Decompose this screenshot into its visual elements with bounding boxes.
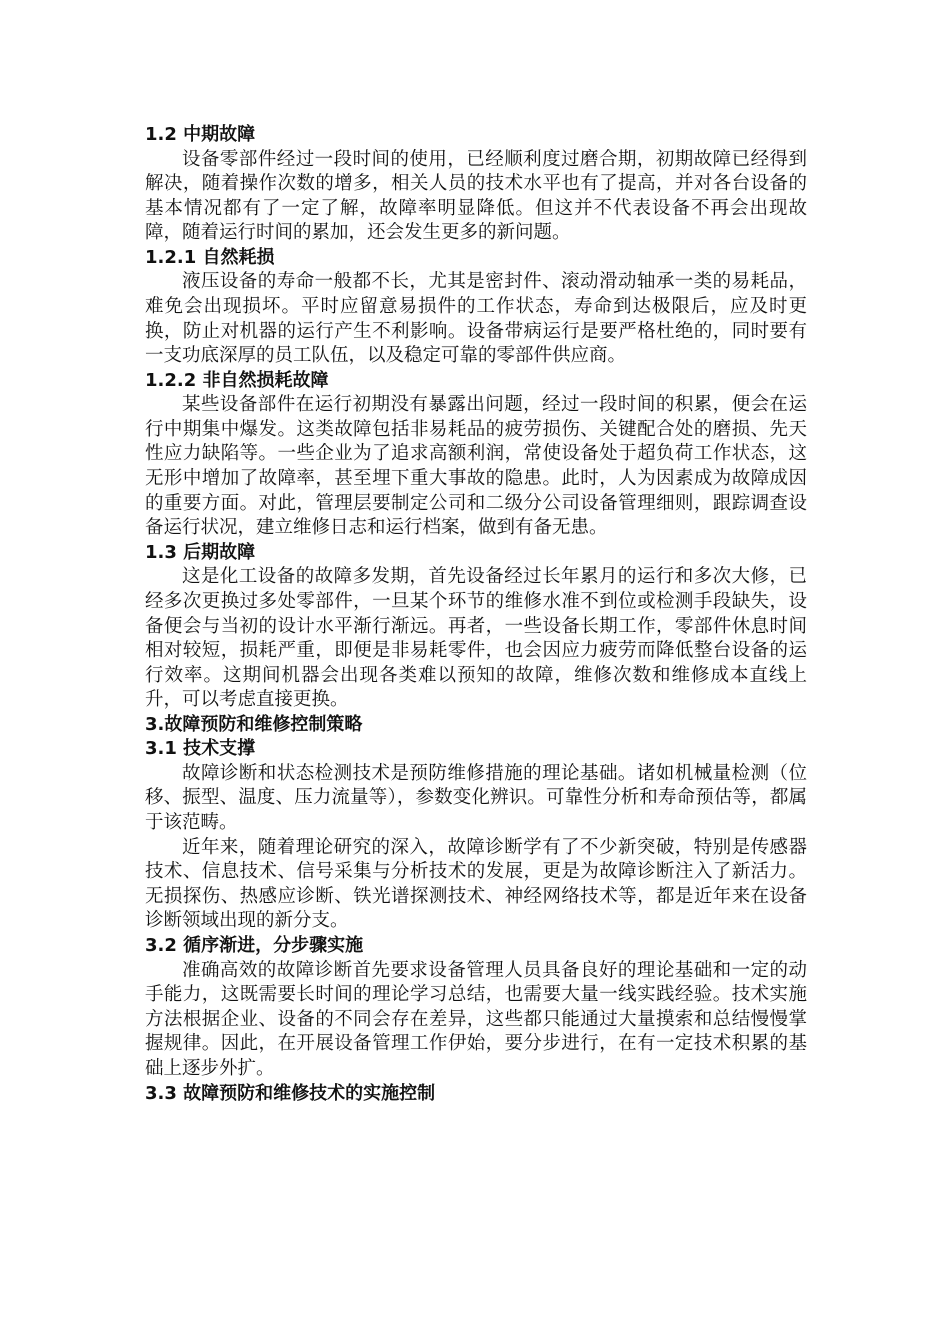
section-heading-1-2-1: 1.2.1 自然耗损: [145, 246, 275, 268]
paragraph: 故障诊断和状态检测技术是预防维修措施的理论基础。诸如机械量检测（位移、振型、温度、压力流量等），参数变化辨识。可靠性分析和寿命预估等，都属于该范畴。: [145, 762, 807, 834]
section-heading-3: 3.故障预防和维修控制策略: [145, 713, 363, 735]
section-heading-3-3: 3.3 故障预防和维修技术的实施控制: [145, 1082, 436, 1104]
section-heading-3-1: 3.1 技术支撑: [145, 738, 256, 760]
section-heading-3-2: 3.2 循序渐进，分步骤实施: [145, 935, 364, 957]
paragraph: 设备零部件经过一段时间的使用，已经顺利度过磨合期，初期故障已经得到解决，随着操作次数的增多，相关人员的技术水平也有了提高，并对各台设备的基本情况都有了一定了解，故障率明显降低。但这并不代表设备不再会出现故障，随着运行时间的累加，还会发生更多的新问题。: [145, 148, 807, 244]
section-heading-1-3: 1.3 后期故障: [145, 541, 256, 563]
paragraph: 某些设备部件在运行初期没有暴露出问题，经过一段时间的积累，便会在运行中期集中爆发。这类故障包括非易耗品的疲劳损伤、关键配合处的磨损、先天性应力缺陷等。一些企业为了追求高额利润，常使设备处于超负荷工作状态，这无形中增加了故障率，甚至埋下重大事故的隐患。此时，人为因素成为故障成因的重要方面。对此，管理层要制定公司和二级分公司设备管理细则，跟踪调查设备运行状况，建立维修日志和运行档案，做到有备无患。: [145, 394, 807, 539]
document-page: [145, 123, 807, 1106]
paragraph: 准确高效的故障诊断首先要求设备管理人员具备良好的理论基础和一定的动手能力，这既需要长时间的理论学习总结，也需要大量一线实践经验。技术实施方法根据企业、设备的不同会存在差异，这些都只能通过大量摸索和总结慢慢掌握规律。因此，在开展设备管理工作伊始，要分步进行，在有一定技术积累的基础上逐步外扩。: [145, 959, 807, 1079]
section-heading-1-2-2: 1.2.2 非自然损耗故障: [145, 369, 329, 391]
paragraph: 液压设备的寿命一般都不长，尤其是密封件、滚动滑动轴承一类的易耗品，难免会出现损坏。平时应留意易损件的工作状态，寿命到达极限后，应及时更换，防止对机器的运行产生不利影响。设备带病运行是要严格杜绝的，同时要有一支功底深厚的员工队伍，以及稳定可靠的零部件供应商。: [145, 271, 807, 367]
paragraph: 这是化工设备的故障多发期，首先设备经过长年累月的运行和多次大修，已经多次更换过多处零部件，一旦某个环节的维修水准不到位或检测手段缺失，设备便会与当初的设计水平渐行渐远。再者，一些设备长期工作，零部件休息时间相对较短，损耗严重，即便是非易耗零件，也会因应力疲劳而降低整台设备的运行效率。这期间机器会出现各类难以预知的故障，维修次数和维修成本直线上升，可以考虑直接更换。: [145, 566, 807, 711]
section-heading-1-2: 1.2 中期故障: [145, 124, 256, 145]
paragraph: 近年来，随着理论研究的深入，故障诊断学有了不少新突破，特别是传感器技术、信息技术、信号采集与分析技术的发展，更是为故障诊断注入了新活力。无损探伤、热感应诊断、铁光谱探测技术、神经网络技术等，都是近年来在设备诊断领域出现的新分支。: [145, 836, 807, 932]
